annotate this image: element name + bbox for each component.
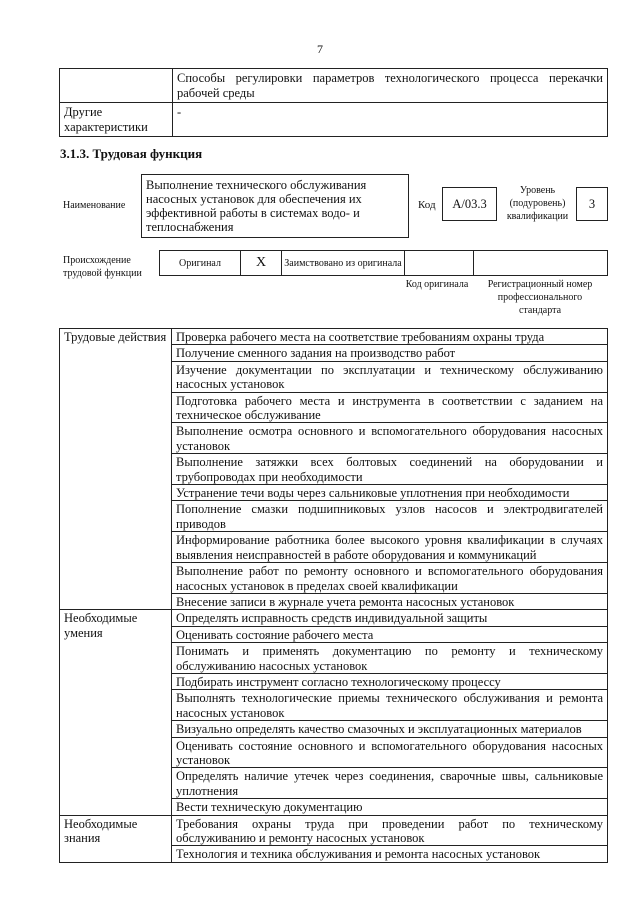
reg-number-cell: [474, 251, 608, 276]
name-value-box: Выполнение технического обслуживания насосных установок для обеспечения их эффективной работы в системах водо- и теплоснабжения: [141, 174, 409, 238]
list-item: Пополнение смазки подшипниковых узлов насосов и электродвигателей приводов: [172, 501, 608, 532]
list-item: Выполнение работ по ремонту основного и вспомогательного оборудования насосных установок в пределах своей квалификации: [172, 563, 608, 594]
original-mark: X: [241, 251, 282, 276]
code-original-cell: [405, 251, 474, 276]
section-title: 3.1.3. Трудовая функция: [60, 146, 203, 161]
row-label: Другие характеристики: [60, 103, 173, 137]
list-item: Требования охраны труда при проведении работ по техническому обслуживанию и ремонту насосных установок: [172, 815, 608, 846]
list-item: Оценивать состояние рабочего места: [172, 626, 608, 642]
list-item: Подготовка рабочего места и инструмента в соответствии с заданием на техническое обслуживание: [172, 392, 608, 423]
section-category: Необходимые умения: [60, 610, 172, 815]
table-row: [160, 251, 608, 276]
list-item: Выполнять технологические приемы технического обслуживания и ремонта насосных установок: [172, 690, 608, 721]
reg-number-label: Регистрационный номер профессионального стандарта: [487, 279, 593, 316]
table-row: [60, 610, 608, 626]
original-label: Оригинал: [160, 251, 241, 276]
list-item: Внесение записи в журнале учета ремонта насосных установок: [172, 593, 608, 609]
list-item: Определять наличие утечек через соединения, сварочные швы, сальниковые уплотнения: [172, 768, 608, 799]
list-item: Понимать и применять документацию по ремонту и техническому обслуживанию насосных установок: [172, 643, 608, 674]
code-label: Код: [418, 199, 436, 211]
list-item: Устранение течи воды через сальниковые уплотнения при необходимости: [172, 485, 608, 501]
code-value-box: А/03.3: [442, 187, 497, 221]
table-row: [60, 329, 608, 345]
list-item: Технология и техника обслуживания и ремонта насосных установок: [172, 846, 608, 862]
origin-table: [159, 250, 608, 276]
table-cell: -: [173, 103, 608, 137]
origin-label: Происхождение трудовой функции: [63, 255, 142, 279]
list-item: Проверка рабочего места на соответствие требованиям охраны труда: [172, 329, 608, 345]
table-row: [60, 69, 608, 103]
table-row: [60, 815, 608, 846]
list-item: Выполнение осмотра основного и вспомогательного оборудования насосных установок: [172, 423, 608, 454]
empty-cell: [60, 69, 173, 103]
list-item: Визуально определять качество смазочных и эксплуатационных материалов: [172, 721, 608, 737]
level-value-box: 3: [576, 187, 608, 221]
section-category: Трудовые действия: [60, 329, 172, 610]
list-item: Получение сменного задания на производство работ: [172, 345, 608, 361]
page-number: 7: [317, 42, 323, 56]
code-original-label: Код оригинала: [405, 279, 469, 290]
top-continuation-table: [59, 68, 608, 137]
section-category: Необходимые знания: [60, 815, 172, 862]
borrowed-label: Заимствовано из оригинала: [282, 251, 405, 276]
list-item: Информирование работника более высокого уровня квалификации в случаях выявления неисправностей в работе оборудования и коммуникаций: [172, 532, 608, 563]
list-item: Оценивать состояние основного и вспомогательного оборудования насосных установок: [172, 737, 608, 768]
list-item: Определять исправность средств индивидуальной защиты: [172, 610, 608, 626]
table-row: [60, 103, 608, 137]
level-label: Уровень (подуровень) квалификации: [506, 185, 569, 222]
name-label: Наименование: [63, 200, 126, 211]
labor-function-table: [59, 328, 608, 863]
list-item: Подбирать инструмент согласно технологическому процессу: [172, 673, 608, 689]
list-item: Вести техническую документацию: [172, 799, 608, 815]
table-cell: Способы регулировки параметров технологического процесса перекачки рабочей среды: [173, 69, 608, 103]
list-item: Выполнение затяжки всех болтовых соединений на оборудовании и трубопроводах при необходимости: [172, 454, 608, 485]
list-item: Изучение документации по эксплуатации и техническому обслуживанию насосных установок: [172, 361, 608, 392]
